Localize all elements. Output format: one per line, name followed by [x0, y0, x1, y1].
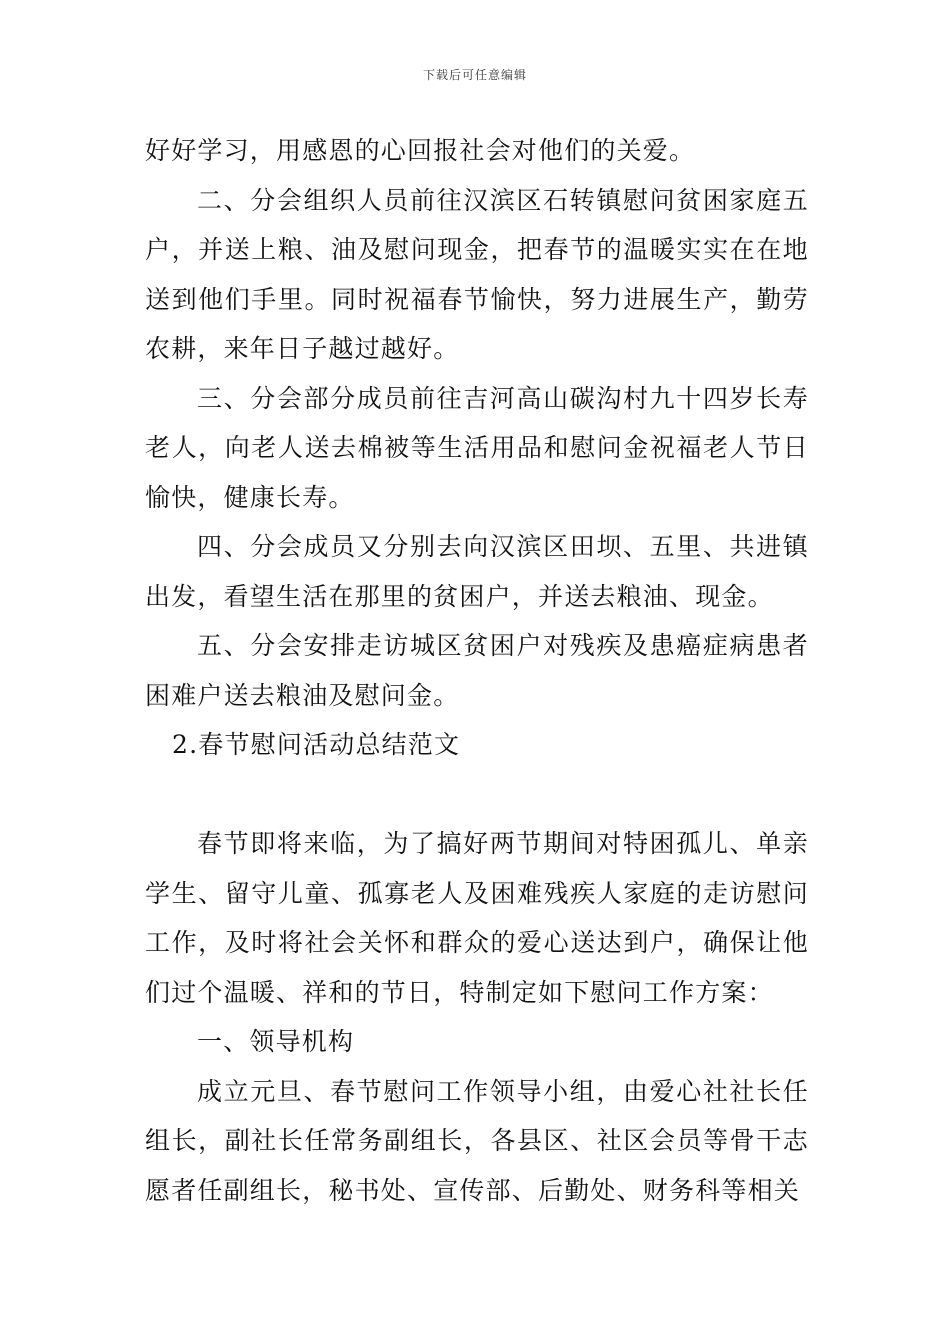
paragraph-item-five: 五、分会安排走访城区贫困户对残疾及患癌症病患者困难户送去粮油及慰问金。 [145, 631, 809, 710]
page-header: 下载后可任意编辑 [422, 68, 527, 82]
paragraph-intro: 春节即将来临，为了搞好两节期间对特困孤儿、单亲学生、留守儿童、孤寡老人及困难残疾人家庭的走访慰问工作，及时将社会关怀和群众的爱心送达到户，确保让他们过个温暖、祥和的节日，特制定如下慰问工作方案： [145, 829, 809, 1007]
section-title: 2.春节慰问活动总结范文 [172, 730, 461, 759]
document-body [145, 126, 809, 1215]
paragraph-item-two: 二、分会组织人员前往汉滨区石转镇慰问贫困家庭五户，并送上粮、油及慰问现金，把春节的温暖实实在在地送到他们手里。同时祝福春节愉快，努力进展生产，勤劳农耕，来年日子越过越好。 [145, 185, 809, 363]
subheading-leadership: 一、领导机构 [197, 1027, 355, 1056]
blank-line [145, 770, 809, 820]
paragraph-leadership: 成立元旦、春节慰问工作领导小组，由爱心社社长任组长，副社长任常务副组长，各县区、社区会员等骨干志愿者任副组长，秘书处、宣传部、后勤处、财务科等相关 [145, 1076, 809, 1205]
paragraph-item-four: 四、分会成员又分别去向汉滨区田坝、五里、共进镇出发，看望生活在那里的贫困户，并送去粮油、现金。 [145, 532, 809, 611]
paragraph-item-three: 三、分会部分成员前往吉河高山碳沟村九十四岁长寿老人，向老人送去棉被等生活用品和慰问金祝福老人节日愉快，健康长寿。 [145, 383, 809, 512]
paragraph-continuation: 好好学习，用感恩的心回报社会对他们的关爱。 [145, 136, 696, 165]
